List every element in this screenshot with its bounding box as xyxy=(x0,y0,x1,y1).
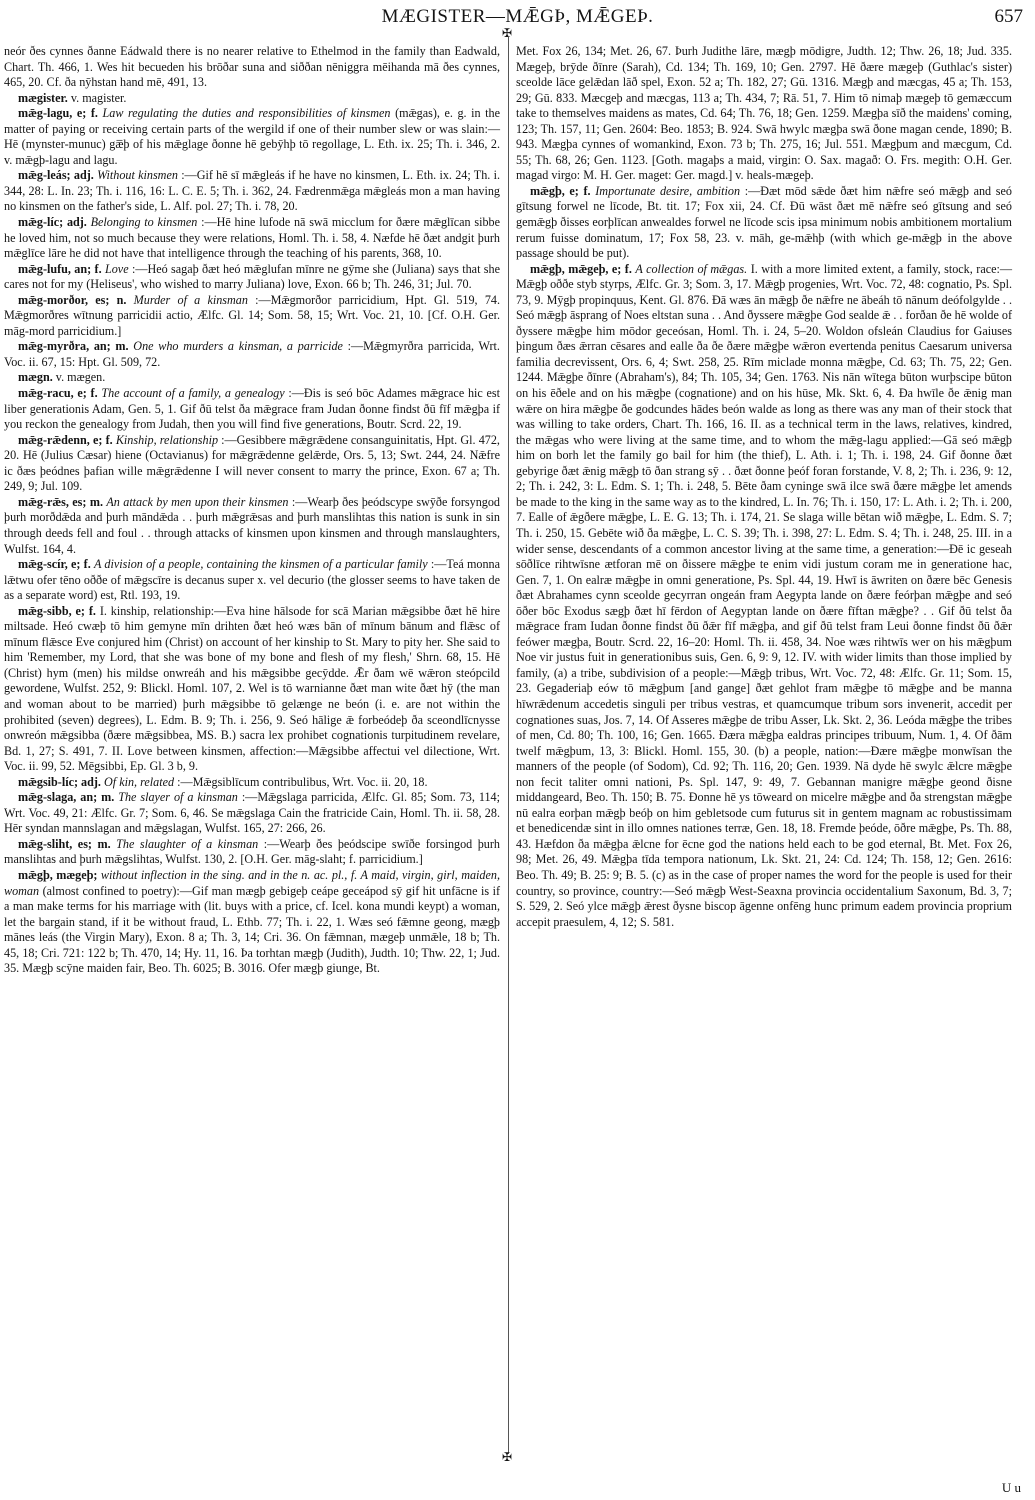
headword: mǣgþ, mægeþ; xyxy=(18,867,98,882)
entry-text: v. mægen. xyxy=(55,370,106,385)
entry-gloss: Kinship, relationship xyxy=(115,432,219,447)
headword: mǣg-racu, e; f. xyxy=(18,386,98,401)
entry-text: :—Mǣgsiblīcum contribulibus, Wrt. Voc. ii. 20, 18. xyxy=(177,774,428,789)
headword: mǣg-sibb, e; f. xyxy=(18,603,96,618)
entry-text: :—Mǣgmyrðra parricida, Wrt. Voc. ii. 67, 15: Hpt. Gl. 509, 72. xyxy=(4,339,500,369)
headword: mǣgþ, e; f. xyxy=(530,183,591,198)
entry-gloss: The slaughter of a kinsman xyxy=(116,836,259,851)
entry-gloss: One who murders a kinsman, a parricide xyxy=(133,339,343,354)
entry-gloss: A division of a people, containing the kinsmen of a particular family xyxy=(93,557,428,572)
dictionary-entry xyxy=(516,184,1012,262)
headword: mǣg-scír, e; f. xyxy=(18,557,91,572)
entry-text: I. kinship, relationship:—Eva hine hālsode for scā Marian mǣgsibbe ðæt hē hire miltsade. Heó cwæþ tō him gemyne mīn drihten ðæt heó wæs bān of mīnum bānum and flǣsc of mīnum flǣsce Eve conjured him (Christ) on account of her kinship to St. Mary to pity her. She said to him 'Remember, my Lord, that she was bone of my bone and flesh of my flesh,' Shrn. 68, 15. Hē (Christ) hym (men) his mildse onwreáh and his mǣgsibbe gecȳdde. Ǣr ðam wē wǣron steópcild gewordene, Wulfst. 252, 9: Blickl. Homl. 107, 2. Wel is tō warnianne ðæt man wite ðæt hȳ (the man and woman about to be married) þurh mǣgsibbe tō gelænge ne beón (i. e. are not within the prohibited (seven) degrees), L. Edm. B. 9; Th. i. 256, 9. Seó hālige ǣ forbeódeþ ða sceondlīcnysse onwreón mǣgsibba (ðære mǣgsibbea, MS. B.) sacra lex prohibet cognationis turpitudinem revelare, Bd. 1, 27; S. 491, 7. II. Love between kinsmen, affection:—Mǣgsibbe affectui vel dilectione, Wrt. Voc. ii. 99, 52. Mēgsibbi, Ep. Gl. 3 b, 9. xyxy=(4,603,500,774)
entry-continuation xyxy=(4,44,500,91)
dictionary-entry xyxy=(4,868,500,977)
headword: mǣg-leás; adj. xyxy=(18,168,94,183)
dictionary-entry xyxy=(4,91,500,107)
entry-text: :—Ðis is seó bōc Adames mǣgrace hic est liber generationis Adam, Gen. 5, 1. Gif ðū telst ða mǣgrace fram Judan ðonne findst ðū fīf mǣgþa if you reckon the genealogy from Judah, then you will find five generations, Boutr. Scrd. 22, 19. xyxy=(4,386,500,432)
dictionary-entry xyxy=(516,262,1012,931)
running-head: MÆGISTER—MǢGÞ, MǢGEÞ. xyxy=(381,6,654,27)
entry-continuation xyxy=(516,44,1012,184)
entry-gloss: Without kinsmen xyxy=(97,168,178,183)
entry-gloss: Law regulating the duties and responsibilities of kinsmen xyxy=(102,106,391,121)
dictionary-entry xyxy=(4,339,500,370)
entry-text: (almost confined to poetry):—Gif man mægþ gebigeþ ceápe geceápod sȳ gif hit unfācne is if a man make terms for his marriage with (lit. buys with a price, cf. Icel. kona mundi keypt) a woman, let the bargain stand, if it be without fraud, L. Ethb. 77; Th. i. 22, 1. Wæs seó fǣmne geong, mægþ mānes leás (the Virgin Mary), Exon. 8 a; Th. 3, 14; Cri. 36. On fǣmnan, mægeþ unmǣle, 18 b; Th. 45, 18; Cri. 721: 122 b; Th. 470, 14; Hy. 11, 16. Þa torhtan mægþ (Judith), Judth. 10; Thw. 22, 1; Jud. 35. Mægþ scȳne maiden fair, Beo. Th. 6025; B. 3016. Ofer mægþ giunge, Bt. xyxy=(4,883,500,976)
entry-text: I. with a more limited extent, a family, stock, race:—Mǣgþ oððe styb styrps, Ælfc. Gr. 3; Som. 3, 17. Mǣgþ progenies, Wrt. Voc. 72, 48: cognatio, Ps. Spl. 73, 9. Mȳgþ propinquus, Kent. Gl. 876. Ðā wæs ān mǣgþ ðe nǣfre ne ābeáh tō nānum deófolgylde . . Seó mǣgþ āsprang of Noes eltstan suna . . And ðyssere mǣgþe God sealde ǣ . . forðan ðe hē wolde of ðyssere mǣgþe him mōdor geceósan, Homl. Th. i. 24, 5–20. Woldon ofsleán Claudius for Gaiuses þingum ðæs ǣrran cēsares and ealle ða ðe ðære mǣgþe wǣron evertenda penitus Caesarum universa familia decrevissent, Ors. 6, 4; Swt. 258, 25. Rīm miclade monna mǣgþe, Cd. 63; Th. 75, 22; Gen. 1244. Mǣgþe ðīnre (Abraham's), 84; Th. 105, 34; Gen. 1763. Nis nān wītega būton wurþscipe būton on his ēðele and on his mǣgþe (cognatione) and on his hūse, Mk. Skt. 6, 4. Ða hwīle ðe ǣnig man wǣre on hira mǣgþe ðe godcundes hādes beón walde as long as there was any man of their stock that was willing to take orders, Chart. Th. 166, 16. II. as a technical term in the laws, relatives, kindred, the mǣgas who were living at the same time, and to whom the mǣg-lagu applied:—Gā seó mǣgþ him on borh let the family go bail for him (the thief), L. Ath. i. 1; Th. i. 198, 24. Gif ðonne ðæt gebyrige ðæt ǣnig mǣgþ tō ðan strang sȳ . . ðæt ðonne þeóf foran forstande, V. 8, 2; Th. i. 236, 9: 12, 2; Th. i. 242, 3: L. Edm. S. 1; Th. i. 248, 5. Bēte ðam cyninge swā ilce swā ðære mǣgþe let amends be made to the king in the same way as to the kindred, L. In. 76; Th. i. 150, 17: L. Ath. i. 2; Th. i. 200, 7. Ealle of ǣgðere mǣgþe, L. E. G. 13; Th. i. 174, 21. Se slaga wille bētan wið mǣgþe, L. Edm. S. 7; Th. i. 250, 15. Gebēte wið ða mǣgþe, L. C. S. 39; Th. i. 398, 27: L. Edm. S. 4; Th. i. 248, 25. III. in a wider sense, descendants of a common ancestor living at the same time, a generation:—Ðē ic geseah sōðlīce rihtwīsne ætforan mē on ðissere mǣgþe te enim vidi justum coram me in generatione hac, Gen. 7, 1. On ealræ mǣgþe in omni generatione, Ps. Spl. 44, 19. Hwī is āwriten on ðære bēc Genesis ðæt Abrahames cynn sceolde gecyrran ongeán fram Aegypta lande on ðære feórþan mǣgþe and seó ōðer bōc Exodus sægþ ðæt hī fērdon of Aegyptan lande on ðære fīftan mǣgþe? . . Gif ðū telst ða mǣgrace fram Iudan ðonne findst ðū ðǣr fīf mǣgþa, and gif ðū telst fram Leui ðonne findst ðū ðǣr feówer mægþa, Boutr. Scrd. 22, 16–20: Homl. Th. ii. 458, 34. Noe wæs rihtwīs wer on his mǣgþum Noe vir justus fuit in generationibus suis, Gen. 6, 9: 9, 12. IV. with wider limits than those implied by family, (a) a tribe, subdivision of a people:—Mǣgþ tribus, Wrt. Voc. 72, 48: Ælfc. Gr. 11; Som. 15, 23. Gegaderiaþ eów tō mǣgþum [and gange] ðæt gehlot fram mǣgþe tō mǣgþe and be manna hīwrǣdenum accedetis singuli per tribus vestras, et quamcumque tribum sors invenerit, accedit per cognationes suas, Jos. 7, 14. Of Asseres mǣgþe de tribu Asser, Lk. Skt. 2, 36. Leóda mǣgþe the tribes of men, Cd. 80; Th. 100, 16; Gen. 1665. Ðæra mǣgþa ealdras principes tribuum, Num. 1, 4. Of ðām twelf mǣgþum, 13, 3: Blickl. Homl. 155, 30. (b) a people, nation:—Ðære mǣgþe monwīsan the manners of the people (of Sodom), Cd. 92; Th. 116, 20; Gen. 1939. Nā dyde hē swylc ǣlcre mǣgþe non fecit taliter omni nationi, Ps. Spl. 147, 9: 49, 7. Gebannan manigre mǣgþe geond ðisne middangeard, Beo. Th. 150; B. 75. Ðonne hē ys tōweard on micelre mǣgþe and ða strengstan mǣgþe nū ealra eorþan mǣgþ beóþ on him gebletsode cum futurus sit in gentem magnam ac robustissimam et benedicendæ sint in illo omnes nationes terræ, Gen. 18, 18. Fremde þeóde, ōðre mǣgþe, Ps. Th. 88, 43. Hæfdon ða mǣgþa ǣlcne for ēcne god the nations held each to be god eternal, Bt. Met. Fox 26, 98; Met. 26, 49. Mǣgþa tīda tempora nationum, Lk. Skt. 21, 24: Cd. 124; Th. 158, 12; Gen. 2616: Beo. Th. 49; B. 25: 9; B. 5. (c) as in the case of proper names the word for the people is used for their country, so province, country:—Seó mǣgþ West-Seaxna provincia occidentalium Saxonum, Bd. 3, 7; S. 529, 2. Seó ylce mǣgþ ǣrest ðysne biscop āgenne onfēng hunc primum eadem provincia proprium accepit praesulem, 4, 12; S. 581. xyxy=(516,261,1013,929)
headword: mǣgsib-líc; adj. xyxy=(18,774,101,789)
dictionary-entry xyxy=(4,262,500,293)
column-ornament-bottom-icon: ✠ xyxy=(502,1450,513,1464)
dictionary-entry xyxy=(4,604,500,775)
entry-gloss: The slayer of a kinsman xyxy=(118,790,238,805)
entry-gloss: Importunate desire, ambition xyxy=(595,183,741,198)
dictionary-entry xyxy=(4,495,500,557)
dictionary-entry xyxy=(4,775,500,791)
left-column xyxy=(4,44,500,977)
entry-text: :—Mǣgslaga parricida, Ælfc. Gl. 85; Som. 73, 114; Wrt. Voc. 49, 21: Ælfc. Gr. 7; Som. 6, 46. Se mǣgslaga Cain the fratricide Cain, Homl. Th. ii. 58, 28. Hēr syndan mannslagan and mǣgslagan, Wulfst. 165, 27: 266, 26. xyxy=(4,790,500,836)
entry-text: :—Gesibbere mǣgrǣdene consanguinitatis, Hpt. Gl. 472, 20. Hē (Julius Cæsar) hiene (Octavianus) for mǣgrǣdenne gelǣrde, Ors. 5, 13; Swt. 244, 24. Nǣfre ic ðæs þeódnes þafian wille mǣgrǣdenne I will never consent to marry the prince, Exon. 67 a; Th. 249, 9; Jul. 109. xyxy=(4,432,500,494)
dictionary-entry xyxy=(4,386,500,433)
headword: mǣg-rǣdenn, e; f. xyxy=(18,432,113,447)
entry-text: :—Wearþ ðes þeódscype swȳðe forsyngod þurh morðdǣda and þurh māndǣda . . þurh mǣgrǣsas and þurh manslihtas this nation is sunk in sin through deeds fell and foul . . through attacks of kinsmen upon kinsmen and through manslaughters, Wulfst. 164, 4. xyxy=(4,494,500,556)
headword: mǣg-morðor, es; n. xyxy=(18,292,127,307)
headword: mǣgþ, mǣgeþ, e; f. xyxy=(530,261,632,276)
headword: mǣg-myrðra, an; m. xyxy=(18,339,129,354)
signature-mark: U u xyxy=(1001,1480,1021,1495)
dictionary-entry xyxy=(4,168,500,215)
entry-text: v. magister. xyxy=(70,90,127,105)
dictionary-entry xyxy=(4,215,500,262)
entry-text: :—Hē hine lufode nā swā micclum for ðære mǣglīcan sibbe he loved him, not so much because they were relations, Homl. Th. i. 58, 4. Næfde hē ðæt andgit þurh mǣglīce lāre he did not have that intelligence through the teaching of his parents, 368, 10. xyxy=(4,215,500,261)
headword: mǣg-líc; adj. xyxy=(18,215,87,230)
dictionary-entry xyxy=(4,433,500,495)
entry-text: Met. Fox 26, 134; Met. 26, 67. Þurh Judithe lāre, mægþ mōdigre, Judth. 12; Thw. 26, 18; Jud. 335. Mægeþ, brȳde ðīnre (Sarah), Cd. 134; Th. 169, 10; Gen. 2797. Hē ðære mægeþ (Guthlac's sister) sceolde lāce gelǣdan lāð spel, Exon. 52 a; Th. 182, 27; Gū. 1316. Mægþ and mæcgas, 45 a; Th. 153, 29; Gū. 833. Mæcgeþ and mæcgas, 113 a; Th. 434, 7; Rā. 51, 7. Him tō nimaþ mægeþ tō gemæccum take to themselves maidens as mates, Cd. 64; Th. 76, 18; Gen. 1259. Mægþa sīð the maidens' coming, 123; Th. 157, 11; Gen. 2604: Beo. 1853; B. 924. Swā hwylc mægþa swā ðone magan cende, 1890; B. 943. Mægþa cynnes of womankind, Exon. 73 b; Th. 275, 16; Jul. 551. Mægþum and mæcgum, Cd. 55; Th. 68, 26; Gen. 1123. [Goth. magaþs a maid, virgin: O. Sax. magað: O. Frs. megith: O.H. Ger. magad virgo: M. H. Ger. maget: Ger. magd.] v. heals-mægeþ. xyxy=(516,44,1012,183)
dictionary-entry xyxy=(4,293,500,340)
headword: mǣg-rǣs, es; m. xyxy=(18,494,103,509)
dictionary-entry xyxy=(4,557,500,604)
entry-gloss: Love xyxy=(104,261,129,276)
headword: mægister. xyxy=(18,90,68,105)
entry-text: neór ðes cynnes ðanne Eádwald there is no nearer relative to Ethelmod in the family than Eadwald, Chart. Th. 466, 1. Wes hit becueden his brōðar suna and siððan nēniggra mēihanda mā ðes cynnes, 465, 20. Cf. ða nȳhstan hand mē, 491, 13. xyxy=(4,44,500,90)
entry-gloss: An attack by men upon their kinsmen xyxy=(106,494,289,509)
entry-gloss: Murder of a kinsman xyxy=(133,292,248,307)
dictionary-entry xyxy=(4,837,500,868)
entry-text: :—Gif hē sī mǣgleás if he have no kinsmen, L. Eth. ix. 24; Th. i. 344, 28: L. In. 23; Th. i. 116, 16: L. C. E. 5; Th. i. 362, 24. Fædrenmǣga mǣgleás mon a man having no kinsmen on the father's side, L. Alf. pol. 27; Th. i. 78, 20. xyxy=(4,168,500,214)
entry-text: :—Ðæt mōd sǣde ðæt him nǣfre seó mǣgþ and seó gītsung forwel ne līcode, Bt. tit. 17; Fox xii, 24. Cf. Ðū wāst ðæt mē nǣfre seó gītsung and seó gemǣgþ ðisses eorþlīcan anwealdes forwel ne līcode scis ipsa minimum nobis ambitionem mortalium rerum fuisse dominatum, 17; Fox 58, 23. v. māh, ge-mǣhþ (with which ge-mǣgþ in the above passage should be put). xyxy=(516,183,1012,261)
entry-gloss: A collection of mǣgas. xyxy=(635,261,748,276)
entry-text: :—Wearþ ðes þeódscipe swīðe forsingod þurh manslihtas and þurh mǣgslihtas, Wulfst. 130, 2. [O.H. Ger. māg-slaht; f. parricidium.] xyxy=(4,836,500,867)
headword: mǣg-slaga, an; m. xyxy=(18,790,115,805)
entry-gloss: Of kin, related xyxy=(104,774,175,789)
dictionary-entry xyxy=(4,790,500,837)
headword: mǣg-lagu, e; f. xyxy=(18,106,98,121)
column-divider xyxy=(508,36,509,1454)
entry-text: :—Mǣgmorðor parricidium, Hpt. Gl. 519, 74. Mǣgmorðres wītnung parricidii actio, Ælfc. Gl. 14; Som. 58, 15; Wrt. Voc. 21, 10. [Cf. O.H. Ger. māg-mord parricidium.] xyxy=(4,292,500,338)
entry-gloss: without inflection in the sing. and in the n. ac. pl., f. A maid, virgin, girl, maiden, woman xyxy=(4,867,500,898)
entry-text: :—Teá monna lǣtwu ofer tēno oððe of mǣgscīre is decanus super x. vel decurio (the glosser seems to have taken de as a separate word) est, Rtl. 193, 19. xyxy=(4,557,500,603)
right-column xyxy=(516,44,1012,930)
page-number: 657 xyxy=(994,6,1023,27)
entry-gloss: Belonging to kinsmen xyxy=(90,215,198,230)
entry-text: :—Heó sagaþ ðæt heó mǣglufan mīnre ne gȳme she (Juliana) says that she cares not for my (Heliseus', who wished to marry Juliana) love, Exon. 66 b; Th. 246, 31; Jul. 70. xyxy=(4,261,500,292)
column-ornament-top-icon: ✠ xyxy=(502,26,513,40)
dictionary-entry xyxy=(4,370,500,386)
entry-gloss: The account of a family, a genealogy xyxy=(101,386,285,401)
headword: mǣg-lufu, an; f. xyxy=(18,261,102,276)
dictionary-entry xyxy=(4,106,500,168)
headword: mǣg-sliht, es; m. xyxy=(18,836,111,851)
entry-text: (mǣgas), e. g. in the matter of paying or receiving certain parts of the wergild if one of their number slew or was slain:—Hē (mynster-munuc) gæ̅þ of his mǣglage ðonne hē gebȳhþ tō regollage, L. Eth. ix. 25; Th. i. 346, 2. v. mǣgþ-lagu and lagu. xyxy=(4,106,500,167)
headword: mægn. xyxy=(18,370,53,385)
